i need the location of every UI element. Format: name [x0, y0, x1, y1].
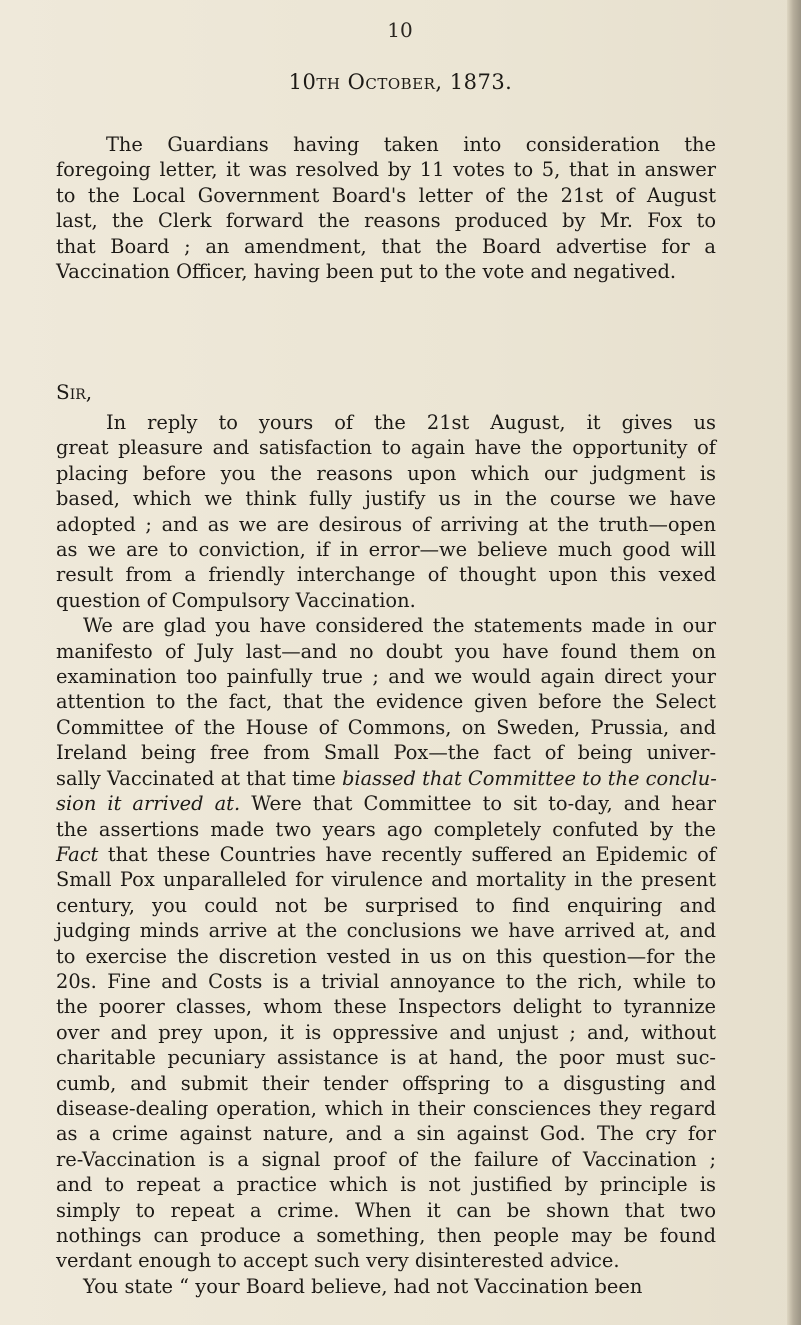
text-line: 20s. Fine and Costs is a trivial annoyance to the rich, while to [56, 969, 716, 993]
text-line: simply to repeat a crime. When it can be shown that two [56, 1198, 716, 1222]
text-line: disease-dealing operation, which in their consciences they regard [56, 1096, 716, 1120]
text-line: verdant enough to accept such very disinterested advice. [56, 1249, 620, 1273]
text-line: result from a friendly interchange of thought upon this vexed [56, 563, 716, 587]
page-number: 10 [387, 18, 413, 42]
resolution-paragraph [56, 132, 716, 284]
page-edge-shadow [787, 0, 801, 1325]
text-line: the assertions made two years ago completely confuted by the [56, 817, 716, 841]
text-line: nothings can produce a something, then people may be found [56, 1224, 716, 1247]
text-line-italic-3: Fact that these Countries have recently suffered an Epidemic of [56, 842, 716, 866]
text-line: question of Compulsory Vaccination. [56, 588, 416, 612]
text-line: Small Pox unparalleled for virulence and mortality in the present [56, 868, 716, 892]
text-line: century, you could not be surprised to find enquiring and [56, 893, 716, 917]
text-line: We are glad you have considered the statements made in our [83, 614, 716, 638]
text-line: In reply to yours of the 21st August, it gives us [106, 411, 716, 434]
text-line: judging minds arrive at the conclusions we have arrived at, and [56, 919, 716, 943]
text-line: re-Vaccination is a signal proof of the failure of Vaccination ; [56, 1147, 716, 1171]
text-line: You state “ your Board believe, had not Vaccination been [83, 1274, 643, 1298]
text-line-italic-1: sally Vaccinated at that time biassed that Committee to the conclu- [56, 766, 717, 790]
letter-salutation: Sir, [56, 380, 93, 404]
text-line: adopted ; and as we are desirous of arriving at the truth—open [56, 512, 716, 536]
text-line: placing before you the reasons upon which our judgment is [56, 461, 716, 485]
text-line: charitable pecuniary assistance is at hand, the poor must suc- [56, 1046, 716, 1070]
text-line-italic-2: sion it arrived at. Were that Committee to sit to-day, and hear [56, 792, 716, 816]
text-line: attention to the fact, that the evidence given before the Select [56, 690, 716, 714]
text-line: last, the Clerk forward the reasons produced by Mr. Fox to [56, 209, 716, 233]
text-line: as a crime against nature, and a sin against God. The cry for [56, 1122, 716, 1146]
text-line: that Board ; an amendment, that the Board advertise for a [56, 234, 716, 258]
date-heading-text: 10th October, 1873. [288, 70, 513, 94]
text-line: to exercise the discretion vested in us on this question—for the [56, 944, 716, 968]
text-line: examination too painfully true ; and we would again direct your [56, 665, 716, 689]
text-line: manifesto of July last—and no doubt you have found them on [56, 639, 716, 663]
text-line: based, which we think fully justify us in the course we have [56, 487, 716, 511]
text-line: the poorer classes, whom these Inspectors delight to tyrannize [56, 995, 716, 1019]
text-line: The Guardians having taken into consideration the [106, 133, 716, 156]
text-line: over and prey upon, it is oppressive and unjust ; and, without [56, 1020, 716, 1044]
text-line: Ireland being free from Small Pox—the fact of being univer- [56, 741, 716, 765]
text-line: to the Local Government Board's letter of the 21st of August [56, 183, 716, 207]
text-line: and to repeat a practice which is not justified by principle is [56, 1173, 716, 1197]
date-heading [0, 70, 801, 94]
text-line: foregoing letter, it was resolved by 11 votes to 5, that in answer [56, 158, 716, 182]
text-line: Vaccination Officer, having been put to the vote and negatived. [56, 260, 677, 284]
text-line: Committee of the House of Commons, on Sweden, Prussia, and [56, 715, 716, 739]
letter-body [56, 410, 716, 1299]
text-line: great pleasure and satisfaction to again have the opportunity of [56, 436, 716, 460]
text-line: as we are to conviction, if in error—we believe much good will [56, 538, 716, 562]
text-line: cumb, and submit their tender offspring to a disgusting and [56, 1071, 716, 1095]
